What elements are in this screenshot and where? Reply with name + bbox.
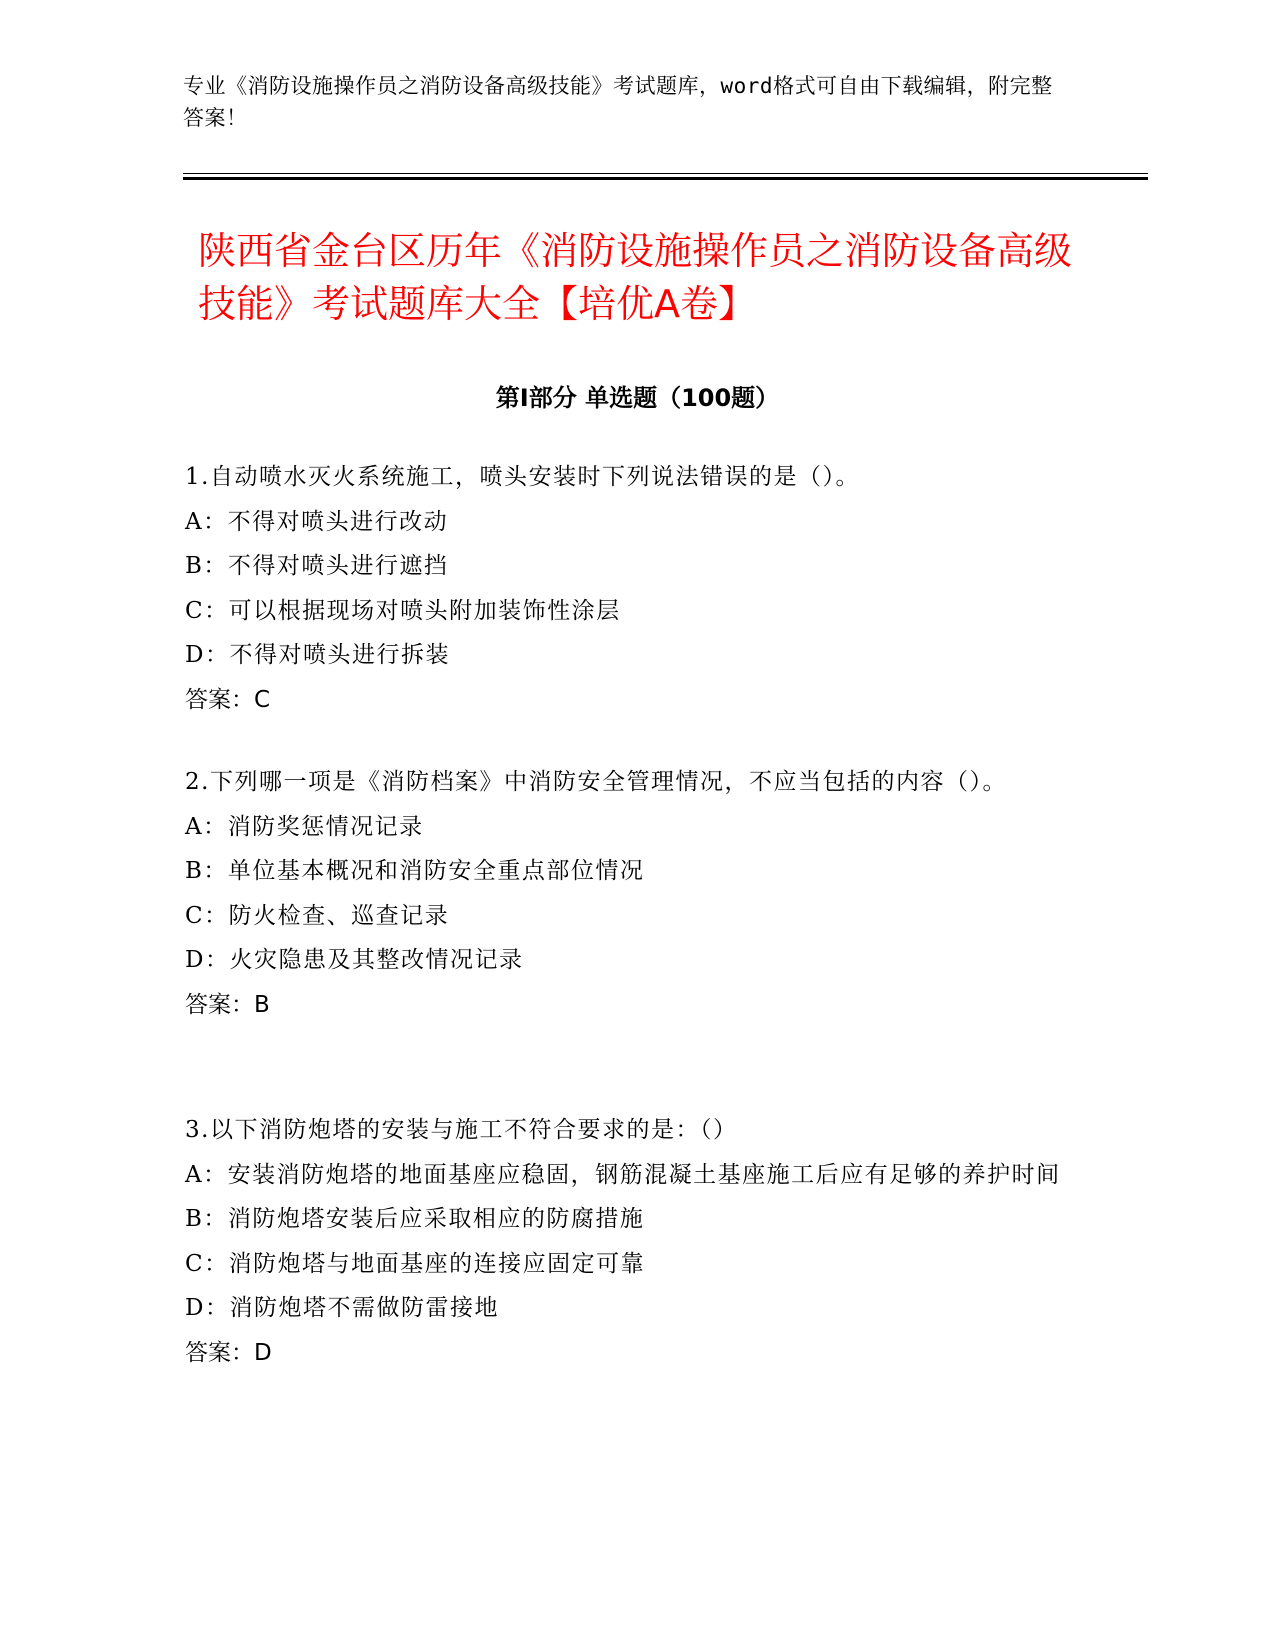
question-stem: 2.下列哪一项是《消防档案》中消防安全管理情况，不应当包括的内容（）。 [185, 769, 1007, 795]
option-a: A：安装消防炮塔的地面基座应稳固，钢筋混凝土基座施工后应有足够的养护时间 [185, 1161, 1061, 1188]
option-d: D：不得对喷头进行拆装 [185, 642, 450, 668]
option-b: B：单位基本概况和消防安全重点部位情况 [185, 858, 645, 884]
answer: 答案：C [185, 686, 271, 713]
option-c: C：可以根据现场对喷头附加装饰性涂层 [185, 597, 621, 624]
answer: 答案：D [185, 1339, 272, 1366]
option-c: C：消防炮塔与地面基座的连接应固定可靠 [185, 1250, 646, 1277]
answer: 答案：B [185, 991, 270, 1018]
option-c: C：防火检查、巡查记录 [185, 902, 450, 929]
header-divider-thin [183, 173, 1148, 174]
question-2 [185, 760, 1065, 1027]
option-b: B：消防炮塔安装后应采取相应的防腐措施 [185, 1206, 645, 1232]
question-1 [185, 455, 1065, 722]
option-b: B：不得对喷头进行遮挡 [185, 553, 449, 579]
option-a: A：不得对喷头进行改动 [185, 508, 449, 535]
option-d: D：消防炮塔不需做防雷接地 [185, 1295, 499, 1321]
option-a: A：消防奖惩情况记录 [185, 813, 424, 840]
option-d: D：火灾隐患及其整改情况记录 [185, 947, 524, 973]
header-note: 专业《消防设施操作员之消防设备高级技能》考试题库，word格式可自由下载编辑，附完整答案！ [183, 74, 1053, 130]
question-stem: 3.以下消防炮塔的安装与施工不符合要求的是：（） [185, 1117, 738, 1143]
section-heading: 第I部分 单选题（100题） [495, 384, 780, 412]
question-3 [185, 1108, 1065, 1375]
document-title: 陕西省金台区历年《消防设施操作员之消防设备高级技能》考试题库大全【培优A卷】 [198, 229, 1073, 326]
question-stem: 1.自动喷水灭火系统施工，喷头安装时下列说法错误的是（）。 [185, 464, 860, 490]
header-divider-thick [183, 177, 1148, 180]
